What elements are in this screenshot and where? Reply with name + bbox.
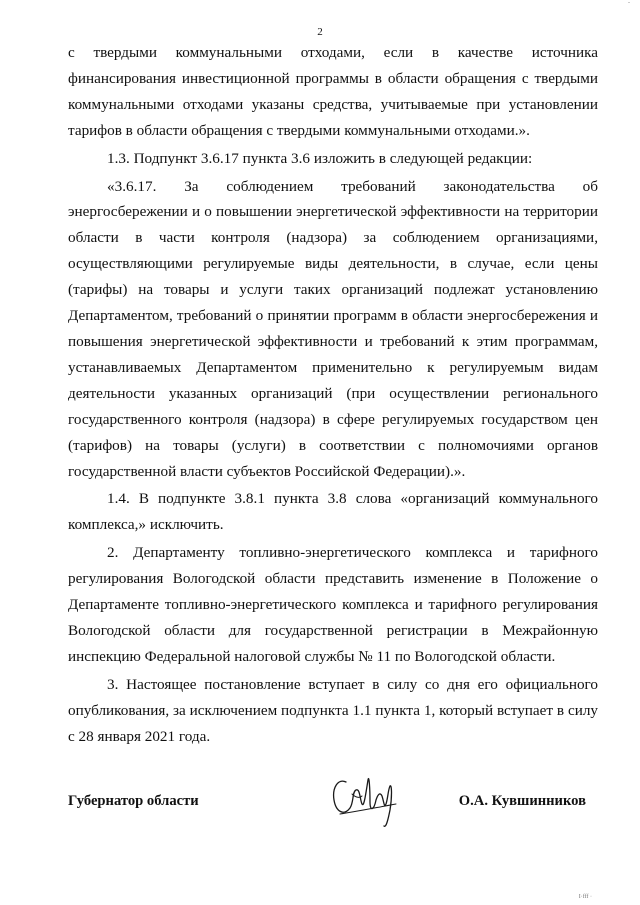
scan-mark-bottom: I·fff · xyxy=(578,894,592,900)
document-body xyxy=(68,40,598,749)
signer-title: Губернатор области xyxy=(68,793,199,809)
page-number: 2 xyxy=(317,26,323,38)
paragraph-2: 2. Департаменту топливно-энергетического комплекса и тарифного регулирования Вологодской области представить изменение в Положение о Департаменте топливно-энергетического комплекса и тарифного регулирования Вологодской области для государственной регистрации в Межрайонную инспекцию Федеральной налоговой службы № 11 по Вологодской области. xyxy=(68,544,598,665)
paragraph-1-4: 1.4. В подпункте 3.8.1 пункта 3.8 слова «организаций коммунального комплекса,» исключить. xyxy=(68,490,598,534)
handwritten-signature xyxy=(326,768,402,830)
scan-mark-top: - xyxy=(628,0,630,6)
paragraph-3: 3. Настоящее постановление вступает в силу со дня его официального опубликования, за исключением подпункта 1.1 пункта 1, который вступает в силу с 28 января 2021 года. xyxy=(68,675,598,745)
signature-block xyxy=(68,790,598,830)
paragraph-3-6-17: «3.6.17. За соблюдением требований законодательства об энергосбережении и о повышении энергетической эффективности на территории области в части контроля (надзора) за соблюдением организациями, осуществляющими регулируемые виды деятельности, в случае, если цены (тарифы) на товары и услуги таких организаций подлежат установлению Департаментом, требований о принятии программ в области энергосбережения и повышения энергетической эффективности и требований к этим программам, устанавливаемых Департаментом применительно к регулируемым видам деятельности указанных организаций (при осуществлении регионального государственного контроля (надзора) в сфере регулируемых государством цен (тарифов) на товары (услуги) в соответствии с полномочиями органов государственной власти субъектов Российской Федерации).». xyxy=(68,177,598,480)
paragraph-1-3: 1.3. Подпункт 3.6.17 пункта 3.6 изложить в следующей редакции: xyxy=(107,149,533,167)
signer-name: О.А. Кувшинников xyxy=(458,793,586,809)
paragraph-continuation: с твердыми коммунальными отходами, если в качестве источника финансирования инвестиционной программы в области обращения с твердыми коммунальными отходами указаны средства, учитываемые при установлении тарифов в области обращения с твердыми коммунальными отходами.». xyxy=(68,44,598,139)
